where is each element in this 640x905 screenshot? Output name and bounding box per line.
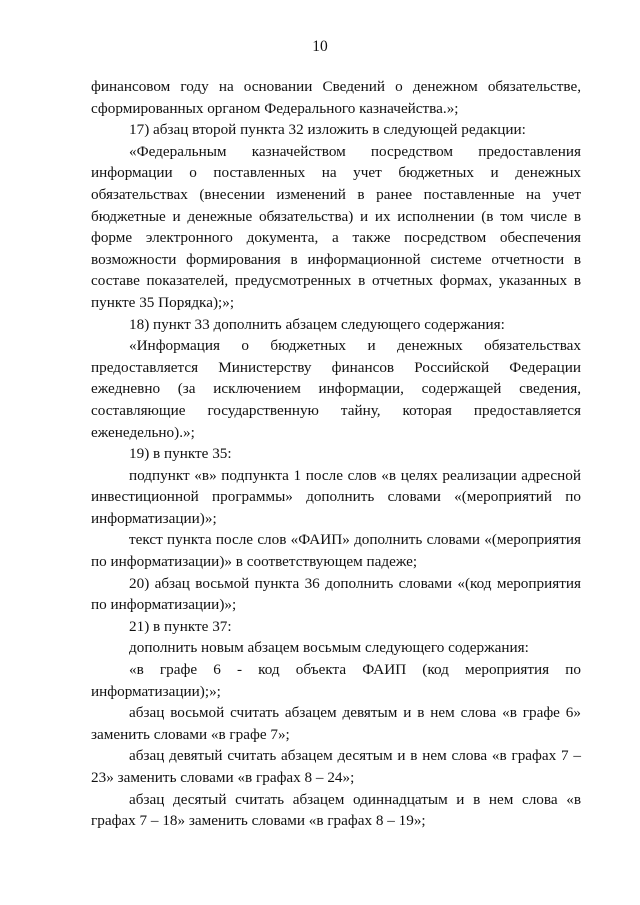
paragraph-text-faip: текст пункта после слов «ФАИП» дополнить словами «(мероприятия по информатизации)» в соответствующем падеже;	[91, 531, 581, 571]
document-body	[91, 76, 581, 832]
paragraph-continuation: финансовом году на основании Сведений о денежном обязательстве, сформированных органом Федерального казначейства.»;	[91, 78, 581, 117]
paragraph-item-20: 20) абзац восьмой пункта 36 дополнить словами «(код мероприятия по информатизации)»;	[91, 574, 581, 614]
paragraph-quote-33: «Информация о бюджетных и денежных обязательствах предоставляется Министерству финансов Российской Федерации ежедневно (за исключением информации, содержащей сведения, составляющие государственную тайну, которая предоставляется еженедельно).»;	[91, 337, 581, 441]
paragraph-subitem-v: подпункт «в» подпункта 1 после слов «в целях реализации адресной инвестиционной программы» дополнить словами «(мероприятий по информатизации)»;	[91, 466, 581, 527]
page-number: 10	[312, 38, 328, 55]
paragraph-abzac-8: абзац восьмой считать абзацем девятым и в нем слова «в графе 6» заменить словами «в графе 7»;	[91, 704, 581, 743]
paragraph-item-18: 18) пункт 33 дополнить абзацем следующего содержания:	[129, 315, 505, 333]
paragraph-item-19: 19) в пункте 35:	[129, 445, 232, 463]
paragraph-item-17: 17) абзац второй пункта 32 изложить в следующей редакции:	[129, 121, 526, 139]
paragraph-abzac-10: абзац десятый считать абзацем одиннадцатым и в нем слова «в графах 7 – 18» заменить словами «в графах 8 – 19»;	[91, 790, 581, 830]
paragraph-abzac-9: абзац девятый считать абзацем десятым и в нем слова «в графах 7 – 23» заменить словами «в графах 8 – 24»;	[91, 747, 581, 786]
paragraph-add-abzac: дополнить новым абзацем восьмым следующего содержания:	[129, 639, 529, 657]
paragraph-item-21: 21) в пункте 37:	[129, 617, 232, 635]
paragraph-quote-grafa-6: «в графе 6 - код объекта ФАИП (код мероприятия по информатизации);»;	[91, 661, 581, 700]
paragraph-quote-32: «Федеральным казначейством посредством предоставления информации о поставленных на учет бюджетных и денежных обязательствах (внесении изменений в ранее поставленные на учет бюджетные и денежные обязательства) и их исполнении (в том числе в форме электронного документа, а также посредством обеспечения возможности формирования в информационной системе отчетности в составе показателей, предусмотренных в отчетных формах, указанных в пункте 35 Порядка);»;	[91, 142, 581, 311]
